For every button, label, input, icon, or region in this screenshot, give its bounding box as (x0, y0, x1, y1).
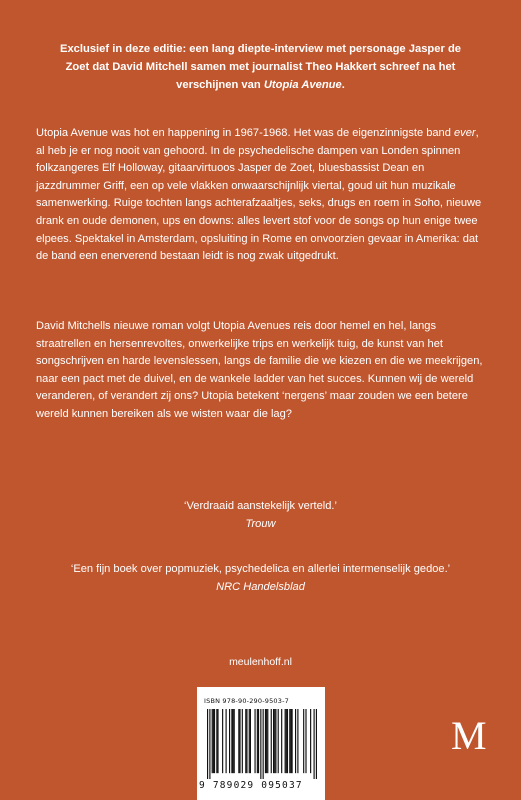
barcode-bar (295, 709, 296, 773)
synopsis-paragraph-2: David Mitchells nieuwe roman volgt Utopia Avenues reis door hemel en hel, langs straatrellen en hersenrevoltes, onwerkelijke trips en werkelijk tuig, de kunst van het songschrijven en harde levenslessen, langs de familie die we kiezen en die we meekrijgen, naar een pact met de duivel, en de wankele ladder van het succes. Kunnen wij de wereld veranderen, of verandert zij ons? Utopia betekent ‘nergens’ maar zouden we een betere wereld kunnen bereiken als we wisten waar die lag? (36, 320, 483, 420)
barcode-bar (314, 709, 315, 779)
barcode-bar (316, 709, 317, 779)
barcode-bar (207, 709, 208, 779)
barcode-bar (258, 709, 259, 773)
barcode-bar (232, 709, 233, 773)
barcode-bar (217, 709, 218, 773)
exclusive-edition-note (50, 40, 471, 94)
barcode-bar (303, 709, 304, 773)
barcode-bar (249, 709, 250, 773)
barcode-bar (278, 709, 279, 773)
barcode-bar (266, 709, 267, 773)
barcode-bar (292, 709, 293, 773)
barcode-bar (242, 709, 243, 773)
barcode-bar (305, 709, 306, 773)
barcode-bar (239, 709, 240, 773)
barcode-bar (290, 709, 291, 773)
barcode-bar (245, 709, 246, 773)
barcode-bar (250, 709, 251, 773)
barcode-bar (222, 709, 223, 773)
barcode-bar (234, 709, 235, 773)
review-quote-text: ‘Verdraaid aanstekelijk verteld.’ (184, 500, 337, 512)
barcode-bar (267, 709, 268, 773)
barcode-bar (310, 709, 311, 773)
barcode-bar (257, 709, 258, 773)
review-quote-source: NRC Handelsblad (216, 581, 305, 593)
exclusive-note-text: Exclusief in deze editie: een lang diepte-interview met personage Jasper de Zoet dat David Mitchell samen met journalist Theo Hakkert schreef na het verschijnen van (59, 43, 461, 91)
barcode-bars (207, 709, 317, 779)
barcode-bar (265, 709, 266, 773)
barcode-bar (214, 709, 215, 773)
review-quote (30, 560, 491, 596)
isbn-label: ISBN 978-90-290-9503-7 (204, 697, 289, 705)
barcode-bar (229, 709, 230, 773)
synopsis-paragraph-1: Utopia Avenue was hot en happening in 1967-1968. Het was de eigenzinnigste band ever, al heb je er nog nooit van gehoord. In de psychedelische dampen van Londen spinnen folkzangeres Elf Holloway, gitaarvirtuoos Jasper de Zoet, bluesbassist Dean en jazzdrummer Griff, een op vele vlakken onwaarschijnlijk viertal, goud uit hun muzikale samenwerking. Ruige tochten langs achterafzaaltjes, seks, drugs en roem in Soho, nieuwe drank en oude demonen, ups en downs: alles levert stof voor de songs op hun enige twee elpees. Spektakel in Amsterdam, opsluiting in Rome en onvoorzien gevaar in Amerika: dat de band een enerverend bestaan leidt is nog zwak uitgedrukt. (36, 127, 482, 263)
review-quote (30, 497, 491, 533)
barcode-bar (271, 709, 272, 773)
barcode-bar (281, 709, 282, 773)
barcode-bar (273, 709, 274, 773)
barcode-bar (260, 709, 261, 779)
barcode-bar (289, 709, 290, 773)
barcode-bar (231, 709, 232, 773)
review-quote-text: ‘Een fijn boek over popmuziek, psychedelica en allerlei intermenselijk gedoe.’ (70, 563, 451, 575)
barcode-bar (238, 709, 239, 773)
barcode-bar (285, 709, 286, 773)
barcode-bar (209, 709, 210, 779)
barcode-bar (246, 709, 247, 773)
barcode-bar (297, 709, 298, 773)
exclusive-note-end: . (341, 79, 345, 91)
barcode-bar (254, 709, 255, 773)
barcode-bar (212, 709, 213, 773)
exclusive-note-book-title: Utopia Avenue (263, 79, 342, 91)
publisher-website: meulenhoff.nl (229, 656, 292, 668)
barcode-bar (286, 709, 287, 773)
barcode-bar (213, 709, 214, 773)
review-quote-source: Trouw (245, 518, 276, 530)
barcode-bar (287, 709, 288, 773)
barcode-bar (216, 709, 217, 773)
meulenhoff-logo: M (451, 713, 487, 758)
barcode-bar (274, 709, 275, 773)
barcode-bar (226, 709, 227, 773)
barcode-bar (275, 709, 276, 773)
barcode-digits: 9 789029 095037 (199, 780, 303, 791)
barcode-bar (263, 709, 264, 779)
isbn-barcode (197, 687, 325, 800)
